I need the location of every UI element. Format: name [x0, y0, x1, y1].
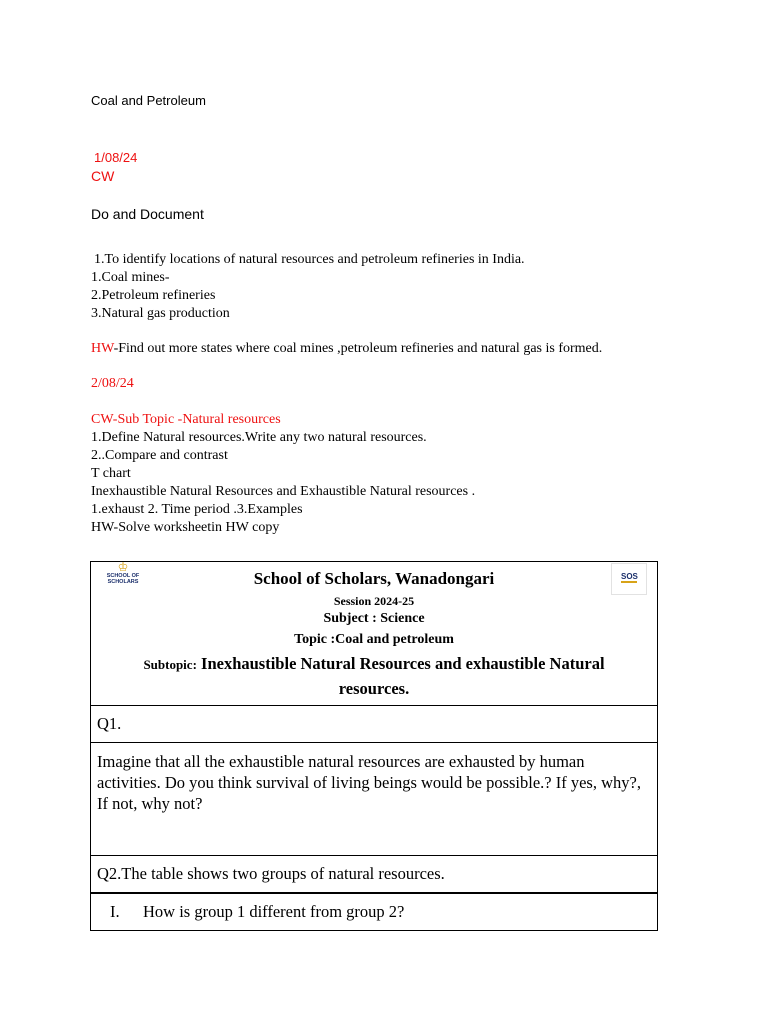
crown-icon: ♔: [117, 560, 129, 574]
list-item: 3.Natural gas production: [91, 306, 230, 321]
cw2-list: [91, 411, 475, 537]
q2-text: Q2.The table shows two groups of natural resources.: [97, 864, 445, 883]
date-1: 1/08/24: [94, 150, 138, 165]
list-item: 1.exhaust 2. Time period .3.Examples: [91, 502, 303, 517]
hw-1: [91, 341, 602, 357]
subtopic-label: Subtopic:: [143, 657, 197, 672]
subtopic-text: Inexhaustible Natural Resources and exhaustible Natural resources.: [201, 654, 605, 698]
qi-text: How is group 1 different from group 2?: [143, 902, 405, 921]
subject: Subject : Science: [323, 611, 425, 626]
list-item: 1.Coal mines-: [91, 270, 170, 285]
topic: Topic :Coal and petroleum: [294, 632, 454, 647]
school-name: School of Scholars, Wanadongari: [253, 569, 495, 588]
worksheet-header: [91, 562, 657, 706]
do-and-document-heading: Do and Document: [91, 206, 204, 222]
list-item: 2.Petroleum refineries: [91, 288, 216, 303]
list-item: Inexhaustible Natural Resources and Exhaustible Natural resources .: [91, 484, 476, 499]
list-item: T chart: [91, 466, 131, 481]
list-item: 1.Define Natural resources.Write any two natural resources.: [91, 430, 427, 445]
hw-label: HW: [91, 341, 114, 356]
list-item: 2..Compare and contrast: [91, 448, 228, 463]
q1-text-row: [91, 743, 657, 856]
qi-number: I.: [110, 902, 120, 921]
subtopic: [111, 652, 637, 701]
q1-text: Imagine that all the exhaustible natural resources are exhausted by human activities. Do you think survival of living beings would be possible.? If yes, why?, If not, why not?: [97, 752, 641, 813]
cw-label-1: CW: [91, 168, 115, 184]
hw-text: -Find out more states where coal mines ,petroleum refineries and natural gas is formed.: [113, 341, 603, 356]
cw1-list: [91, 251, 525, 323]
q2-row: [91, 856, 657, 894]
qi-row: [91, 894, 657, 930]
session: Session 2024-25: [333, 594, 415, 608]
cw2-heading: CW-Sub Topic -Natural resources: [91, 412, 281, 427]
list-item: HW-Solve worksheetin HW copy: [91, 520, 280, 535]
document-title: Coal and Petroleum: [91, 93, 206, 108]
sos-logo-text: SOS: [621, 572, 638, 581]
q1-row: [91, 705, 657, 743]
logo-text: SCHOOL OF SCHOLARS: [106, 573, 140, 585]
list-item: 1.To identify locations of natural resources and petroleum refineries in India.: [94, 252, 525, 267]
q1-label: Q1.: [97, 714, 122, 733]
date-2: 2/08/24: [91, 376, 134, 391]
worksheet-table: [90, 561, 658, 931]
